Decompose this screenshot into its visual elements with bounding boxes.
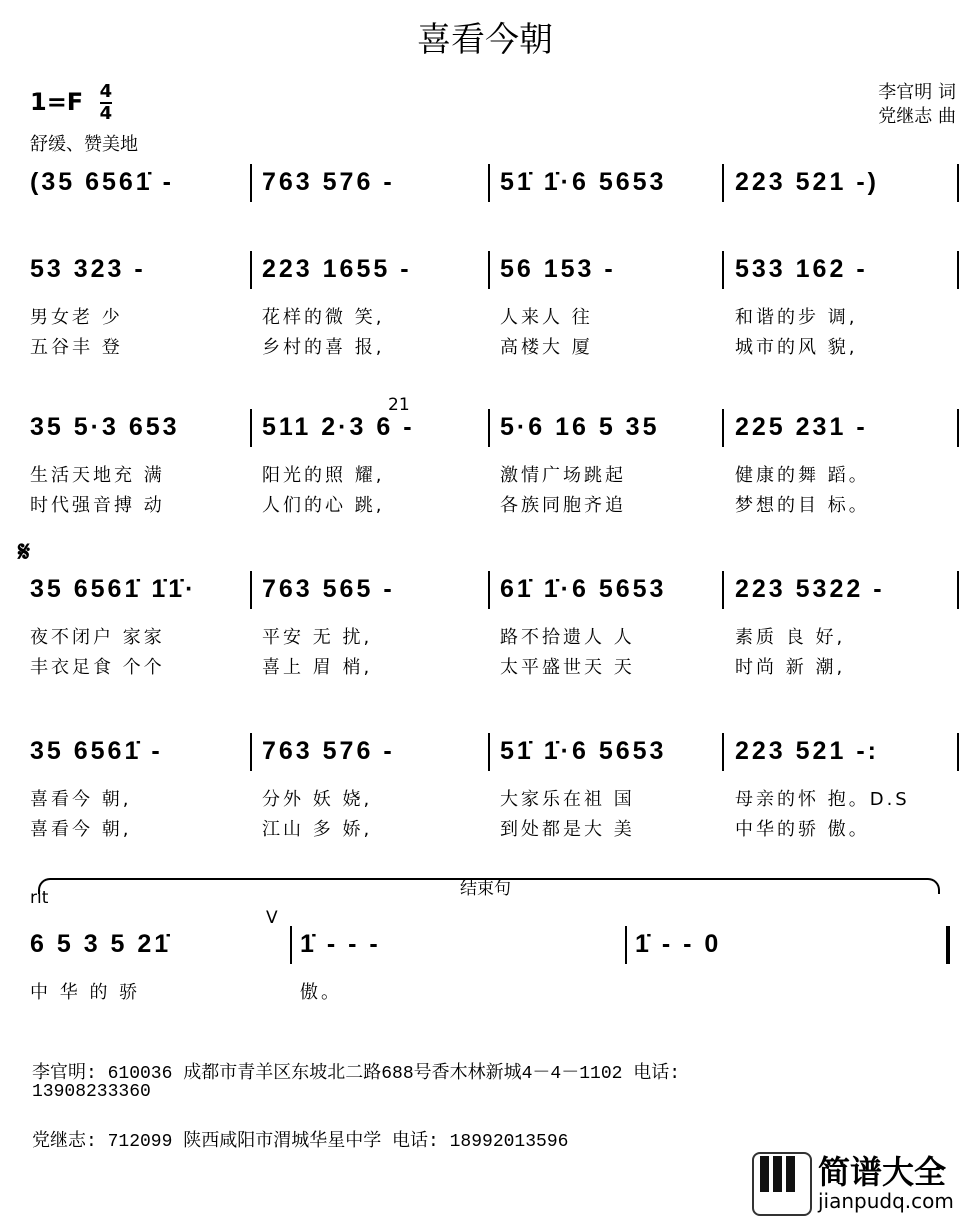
key-label: 1=F (30, 88, 84, 116)
lyric-text: 分外 妖 娆, (262, 789, 373, 810)
lyric-text: 高楼大 厦 (500, 337, 593, 358)
lyric-text: 乡村的喜 报, (262, 337, 385, 358)
lyric-text: 人来人 往 (500, 307, 593, 328)
measure-notes: 53 323 - (30, 255, 146, 283)
measure-notes: 763 576 - (262, 737, 395, 765)
measure-notes: 5·6 16 5 35 (500, 413, 660, 441)
coda-label: 结束句 (460, 879, 511, 899)
composer: 党继志 曲 (878, 106, 956, 127)
lyric-text: 平安 无 扰, (262, 627, 373, 648)
lyric-text: 丰衣足食 个个 (30, 657, 165, 678)
site-logo (752, 1152, 954, 1216)
measure-notes: 35 6561̇ - (30, 737, 163, 765)
bar-line (488, 571, 490, 609)
bar-line (957, 571, 959, 609)
lyric-text: 路不拾遗人 人 (500, 627, 635, 648)
bar-line (722, 409, 724, 447)
lyric-text: 素质 良 好, (735, 627, 846, 648)
measure-notes: (35 6561̇ - (30, 168, 174, 196)
bar-line (957, 409, 959, 447)
lyric-text: 生活天地充 满 (30, 465, 165, 486)
bar-line (722, 733, 724, 771)
lyric-text: 五谷丰 登 (30, 337, 123, 358)
lyricist-contact: 李官明: 610036 成都市青羊区东坡北二路688号香木林新城4－4－1102 电话: (32, 1064, 681, 1084)
measure-notes: 223 521 -) (735, 168, 879, 196)
measure-notes: 1̇ - - - (300, 930, 381, 958)
lyric-text: 夜不闭户 家家 (30, 627, 165, 648)
tempo-marking: 舒缓、赞美地 (30, 134, 138, 155)
time-signature (100, 82, 113, 124)
coda-bracket (38, 878, 940, 894)
time-top: 4 (99, 81, 113, 102)
lyric-text: 健康的舞 蹈。 (735, 465, 870, 486)
measure-notes: 51̇ 1̇·6 5653 (500, 168, 667, 196)
measure-notes: 56 153 - (500, 255, 616, 283)
measure-notes: 225 231 - (735, 413, 868, 441)
lyric-text: 到处都是大 美 (500, 819, 635, 840)
logo-url: jianpudq.com (818, 1189, 954, 1213)
bar-line (250, 251, 252, 289)
song-title: 喜看今朝 (417, 20, 553, 60)
measure-notes: 51̇ 1̇·6 5653 (500, 737, 667, 765)
bar-line (722, 164, 724, 202)
lyric-text: 各族同胞齐追 (500, 495, 626, 516)
lyric-text: 江山 多 娇, (262, 819, 373, 840)
bar-line (957, 164, 959, 202)
measure-notes: 223 5322 - (735, 575, 885, 603)
logo-name: 简谱大全 (818, 1153, 947, 1191)
lyric-text: 时代强音搏 动 (30, 495, 165, 516)
lyric-text: 时尚 新 潮, (735, 657, 846, 678)
breath-mark: V (266, 908, 278, 928)
lyric-text: 花样的微 笑, (262, 307, 385, 328)
rit-marking: rit (30, 888, 49, 908)
bar-line (488, 733, 490, 771)
measure-notes: 1̇ - - 0 (635, 930, 722, 958)
lyric-text: 母亲的怀 抱。D.S (735, 789, 910, 810)
composer-contact: 党继志: 712099 陕西咸阳市渭城华星中学 电话: 18992013596 (32, 1132, 569, 1152)
measure-notes: 223 521 -: (735, 737, 879, 765)
bar-line (250, 733, 252, 771)
lyric-text: 太平盛世天 天 (500, 657, 635, 678)
lyric-text: 中 华 的 骄 (30, 982, 141, 1003)
lyric-text: 人们的心 跳, (262, 495, 385, 516)
lyric-text: 激情广场跳起 (500, 465, 626, 486)
bar-line (946, 926, 950, 964)
measure-notes: 35 5·3 653 (30, 413, 180, 441)
measure-notes: 511 2·3 6 - (262, 413, 415, 441)
measure-notes: 533 162 - (735, 255, 868, 283)
grace-notes: 21 (388, 395, 410, 415)
piano-keys-icon (752, 1152, 812, 1216)
time-bottom: 4 (99, 103, 113, 124)
bar-line (722, 571, 724, 609)
key-signature (30, 82, 112, 124)
lyric-text: 中华的骄 傲。 (735, 819, 870, 840)
lyric-text: 喜上 眉 梢, (262, 657, 373, 678)
measure-notes: 35 6561̇ 1̇1̇· (30, 575, 197, 603)
bar-line (488, 251, 490, 289)
lyric-text: 男女老 少 (30, 307, 123, 328)
bar-line (488, 164, 490, 202)
bar-line (290, 926, 292, 964)
measure-notes: 223 1655 - (262, 255, 412, 283)
lyricist: 李官明 词 (878, 82, 956, 103)
bar-line (250, 164, 252, 202)
lyricist-phone: 13908233360 (32, 1082, 151, 1102)
lyric-text: 城市的风 貌, (735, 337, 858, 358)
measure-notes: 763 576 - (262, 168, 395, 196)
bar-line (250, 571, 252, 609)
lyric-text: 傲。 (300, 982, 342, 1003)
lyric-text: 大家乐在祖 国 (500, 789, 635, 810)
bar-line (957, 251, 959, 289)
bar-line (488, 409, 490, 447)
measure-notes: 763 565 - (262, 575, 395, 603)
bar-line (625, 926, 627, 964)
measure-notes: 61̇ 1̇·6 5653 (500, 575, 667, 603)
bar-line (722, 251, 724, 289)
measure-notes: 6 5 3 5 21̇ (30, 930, 172, 958)
lyric-text: 喜看今 朝, (30, 819, 132, 840)
bar-line (957, 733, 959, 771)
bar-line (250, 409, 252, 447)
lyric-text: 梦想的目 标。 (735, 495, 870, 516)
segno-sign: 𝄋 (18, 535, 31, 568)
lyric-text: 和谐的步 调, (735, 307, 858, 328)
lyric-text: 喜看今 朝, (30, 789, 132, 810)
lyric-text: 阳光的照 耀, (262, 465, 385, 486)
